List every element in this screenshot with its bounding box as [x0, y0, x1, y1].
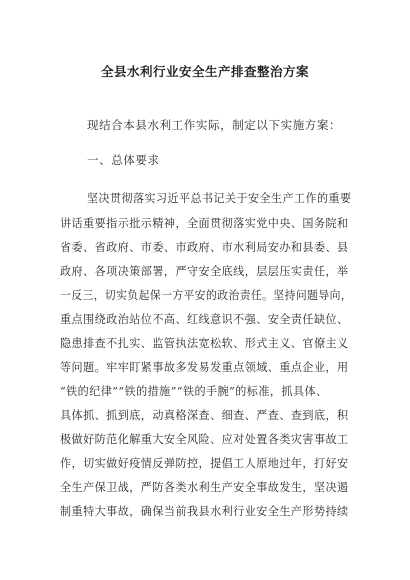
body-line: 省委、省政府、市委、市政府、市水利局安办和县委、县 — [60, 241, 349, 254]
document-title: 全县水利行业安全生产排查整治方案 — [100, 64, 309, 79]
body-line: 全生产保卫战，严防各类水利生产安全事故发生，坚决遏 — [60, 481, 349, 494]
body-line: 讲话重要指示批示精神，全面贯彻落实党中央、国务院和 — [60, 217, 349, 230]
body-line: 制重特大事故，确保当前我县水利行业安全生产形势持续 — [60, 505, 349, 518]
body-line: 重点围绕政治站位不高、红线意识不强、安全责任缺位、 — [60, 313, 349, 326]
body-line: 作，切实做好疫情反弹防控，提倡工人原地过年，打好安 — [60, 457, 349, 470]
body-line: 一反三，切实负起保一方平安的政治责任。坚持问题导向， — [60, 289, 353, 302]
body-line: 具体抓、抓到底，动真格深查、细查、严查、查到底，积 — [60, 409, 349, 422]
body-line: 坚决贯彻落实习近平总书记关于安全生产工作的重要 — [87, 192, 352, 205]
intro-paragraph: 现结合本县水利工作实际，制定以下实施方案： — [87, 118, 342, 132]
body-line: 政府、各项决策部署，严守安全底线，层层压实责任，举 — [60, 265, 349, 278]
body-line: “铁的纪律”“铁的措施”“铁的手腕”的标准，抓具体、 — [60, 385, 328, 398]
body-line: 等问题。牢牢盯紧事故多发易发重点领域、重点企业，用 — [60, 361, 349, 374]
body-line: 隐患排查不扎实、监管执法宽松软、形式主义、官僚主义 — [60, 337, 349, 350]
section-heading: 一、总体要求 — [87, 153, 160, 167]
body-line: 极做好防范化解重大安全风险、应对处置各类灾害事故工 — [60, 433, 349, 446]
